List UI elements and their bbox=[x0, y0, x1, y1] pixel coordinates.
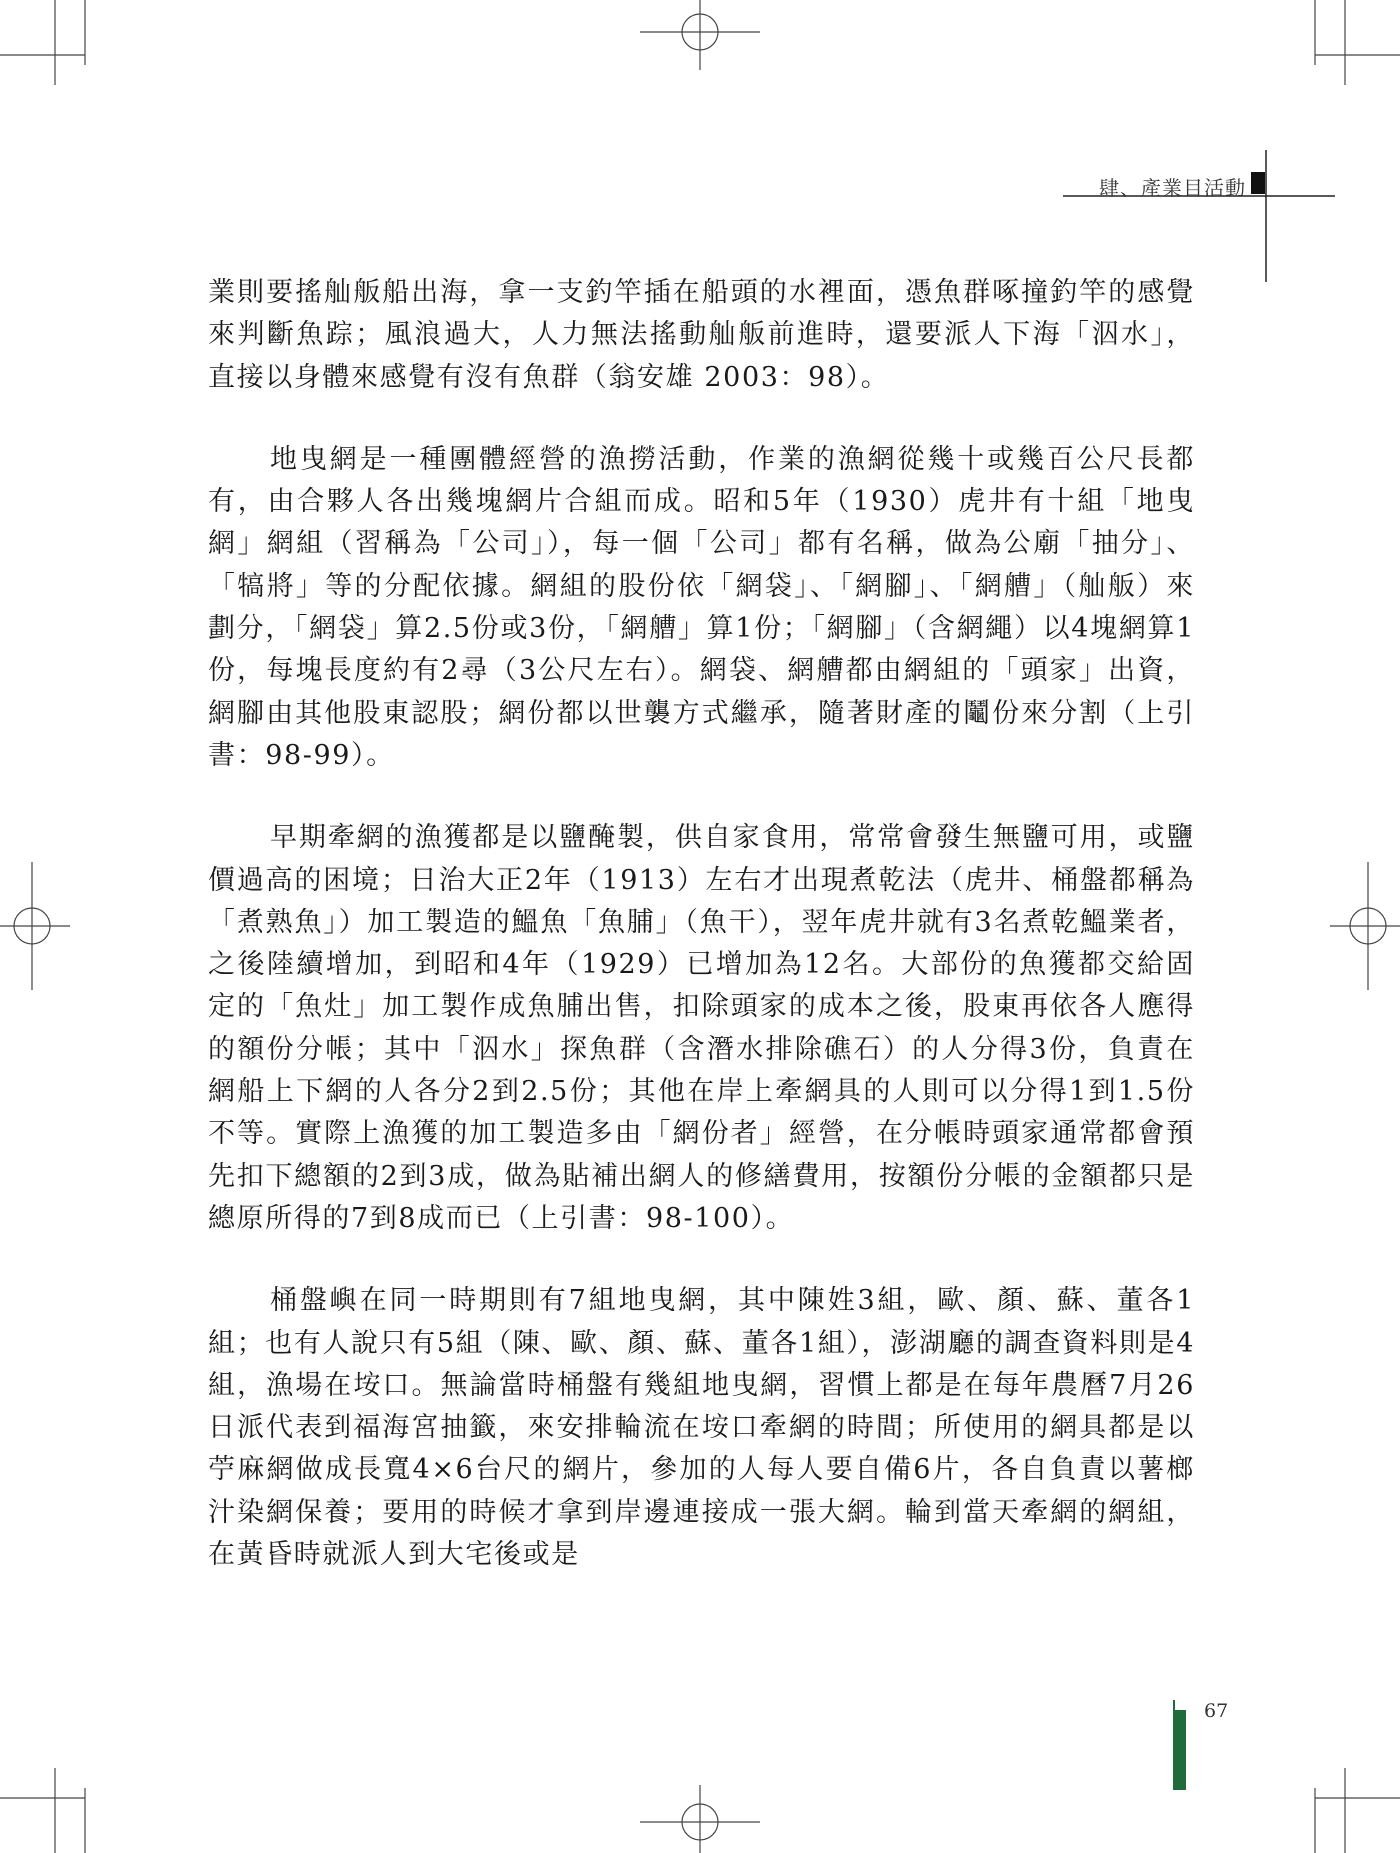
paragraph-dragnet: 地曳網是一種團體經營的漁撈活動，作業的漁網從幾十或幾百公尺長都有，由合夥人各出幾塊網片合組而成。昭和5年（1930）虎井有十組「地曳網」網組（習稱為「公司」），每一個「公司」都有名稱，做為公廟「抽分」、「犒將」等的分配依據。網組的股份依「網袋」、「網腳」、「網艚」（舢舨）來劃分，「網袋」算2.5份或3份，「網艚」算1份；「網腳」（含網繩）以4塊網算1份，每塊長度約有2尋（3公尺左右）。網袋、網艚都由網組的「頭家」出資，網腳由其他股東認股；網份都以世襲方式繼承，隨著財產的鬮份來分割（上引書：98-99）。 bbox=[208, 443, 1195, 771]
page-number-bar bbox=[1174, 1710, 1186, 1790]
page-number: 67 bbox=[1204, 1700, 1229, 1722]
header-block-mark bbox=[1251, 172, 1265, 194]
body-text bbox=[208, 272, 1195, 1616]
running-header: 肆、產業目活動 bbox=[1099, 176, 1246, 200]
paragraph-continued: 業則要搖舢舨船出海，拿一支釣竿插在船頭的水裡面，憑魚群啄撞釣竿的感覺來判斷魚踪；風浪過大，人力無法搖動舢舨前進時，還要派人下海「泅水」，直接以身體來感覺有沒有魚群（翁安雄 2003：98）。 bbox=[208, 277, 1195, 393]
paragraph-tongpan: 桶盤嶼在同一時期則有7組地曳網，其中陳姓3組，歐、顏、蘇、董各1組；也有人說只有5組（陳、歐、顏、蘇、董各1組），澎湖廳的調查資料則是4組，漁場在垵口。無論當時桶盤有幾組地曳網，習慣上都是在每年農曆7月26日派代表到福海宮抽籤，來安排輪流在垵口牽網的時間；所使用的網具都是以苧麻網做成長寬4×6台尺的網片，參加的人每人要自備6片，各自負責以薯榔汁染網保養；要用的時候才拿到岸邊連接成一張大網。輪到當天牽網的網組，在黃昏時就派人到大宅後或是 bbox=[208, 1285, 1195, 1571]
paragraph-early-catch: 早期牽網的漁獲都是以鹽醃製，供自家食用，常常會發生無鹽可用，或鹽價過高的困境；日治大正2年（1913）左右才出現煮乾法（虎井、桶盤都稱為「煮熟魚」）加工製造的鰮魚「魚脯」（魚干），翌年虎井就有3名煮乾鰮業者，之後陸續增加，到昭和4年（1929）已增加為12名。大部份的魚獲都交給固定的「魚灶」加工製作成魚脯出售，扣除頭家的成本之後，股東再依各人應得的額份分帳；其中「泅水」探魚群（含潛水排除礁石）的人分得3份，負責在網船上下網的人各分2到2.5份；其他在岸上牽網具的人則可以分得1到1.5份不等。實際上漁獲的加工製造多由「網份者」經營，在分帳時頭家通常都會預先扣下總額的2到3成，做為貼補出網人的修繕費用，按額份分帳的金額都只是總原所得的7到8成而已（上引書：98-100）。 bbox=[208, 822, 1195, 1234]
